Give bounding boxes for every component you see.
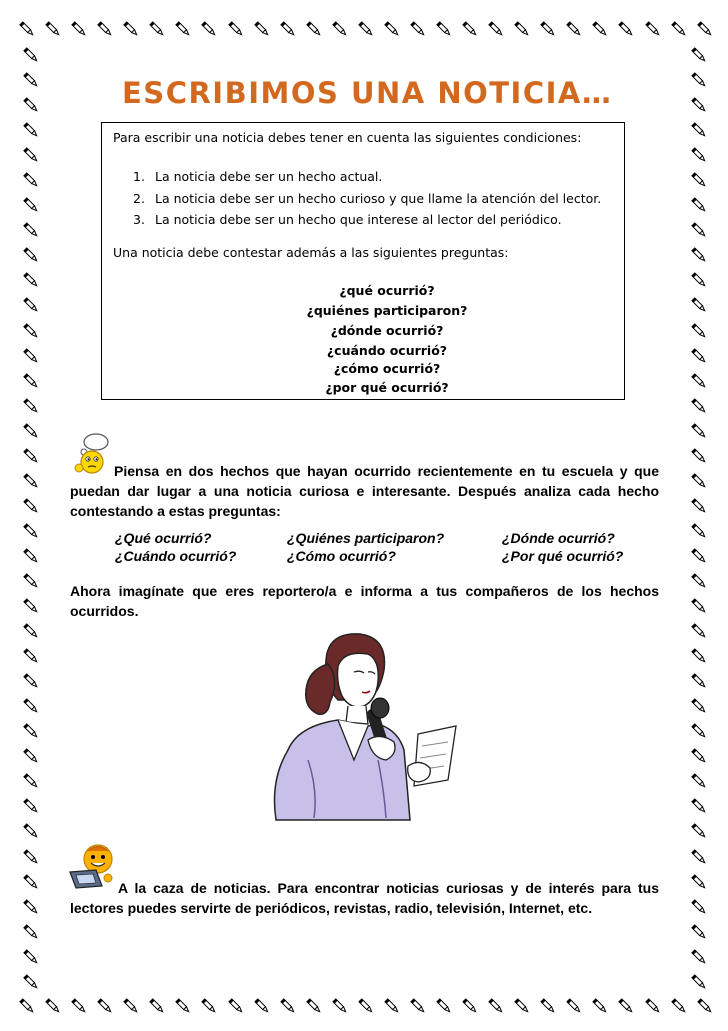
pencil-icon xyxy=(461,20,479,38)
pencil-icon xyxy=(18,20,36,38)
pencil-icon xyxy=(22,898,40,916)
pencil-icon xyxy=(690,923,708,941)
pencil-icon xyxy=(22,121,40,139)
pencil-icon xyxy=(22,722,40,740)
pencil-icon xyxy=(690,422,708,440)
pencil-icon xyxy=(539,997,557,1015)
question-how: ¿Cómo ocurrió? xyxy=(287,548,396,564)
pencil-icon xyxy=(22,848,40,866)
pencil-icon xyxy=(690,447,708,465)
pencil-icon xyxy=(22,347,40,365)
pencil-icon xyxy=(22,747,40,765)
pencil-icon xyxy=(690,697,708,715)
pencil-icon xyxy=(690,497,708,515)
pencil-icon xyxy=(22,822,40,840)
pencil-icon xyxy=(357,20,375,38)
pencil-icon xyxy=(690,121,708,139)
pencil-icon xyxy=(690,96,708,114)
pencil-icon xyxy=(435,997,453,1015)
pencil-icon xyxy=(22,547,40,565)
pencil-icon xyxy=(96,20,114,38)
right-pencil-border xyxy=(688,46,710,991)
pencil-icon xyxy=(690,572,708,590)
question-item: ¿quiénes participaron? xyxy=(306,303,468,318)
pencil-icon xyxy=(690,271,708,289)
pencil-icon xyxy=(690,822,708,840)
question-who: ¿Quiénes participaron? xyxy=(287,530,445,546)
condition-text: La noticia debe ser un hecho curioso y que llame la atención del lector. xyxy=(155,191,602,206)
conditions-intro: Para escribir una noticia debes tener en cuenta las siguientes condiciones: xyxy=(113,130,582,145)
pencil-icon xyxy=(435,20,453,38)
pencil-icon xyxy=(227,20,245,38)
conditions-box xyxy=(101,122,625,400)
pencil-icon xyxy=(690,647,708,665)
condition-text: La noticia debe ser un hecho que interese al lector del periódico. xyxy=(155,212,562,227)
pencil-icon xyxy=(22,246,40,264)
pencil-icon xyxy=(591,997,609,1015)
pencil-icon xyxy=(22,797,40,815)
pencil-icon xyxy=(70,20,88,38)
pencil-icon xyxy=(22,171,40,189)
pencil-icon xyxy=(409,20,427,38)
pencil-icon xyxy=(22,397,40,415)
condition-number: 1. xyxy=(133,169,145,184)
pencil-icon xyxy=(148,20,166,38)
pencil-icon xyxy=(22,322,40,340)
question-item: ¿cuándo ocurrió? xyxy=(326,343,448,358)
pencil-icon xyxy=(690,772,708,790)
pencil-icon xyxy=(696,997,714,1015)
pencil-icon xyxy=(565,997,583,1015)
pencil-icon xyxy=(200,20,218,38)
pencil-icon xyxy=(22,572,40,590)
question-item: ¿qué ocurrió? xyxy=(339,283,435,298)
pencil-icon xyxy=(22,271,40,289)
pencil-icon xyxy=(591,20,609,38)
activity2-text: A la caza de noticias. Para encontrar noticias curiosas y de interés para tus lectores puedes servirte de periódicos, revistas, radio, televisión, Internet, etc. xyxy=(70,880,659,916)
pencil-icon xyxy=(690,948,708,966)
pencil-icon xyxy=(22,948,40,966)
left-pencil-border xyxy=(20,46,42,991)
pencil-icon xyxy=(690,146,708,164)
pencil-icon xyxy=(148,997,166,1015)
condition-text: La noticia debe ser un hecho actual. xyxy=(155,169,383,184)
pencil-icon xyxy=(22,96,40,114)
page-title: ESCRIBIMOS UNA NOTICIA… xyxy=(122,76,613,110)
pencil-icon xyxy=(690,547,708,565)
pencil-icon xyxy=(22,221,40,239)
pencil-icon xyxy=(357,997,375,1015)
pencil-icon xyxy=(670,20,688,38)
pencil-icon xyxy=(690,622,708,640)
pencil-icon xyxy=(331,997,349,1015)
pencil-icon xyxy=(227,997,245,1015)
pencil-icon xyxy=(22,522,40,540)
pencil-icon xyxy=(487,997,505,1015)
pencil-icon xyxy=(690,46,708,64)
pencil-icon xyxy=(644,20,662,38)
question-what: ¿Qué ocurrió? xyxy=(115,530,212,546)
pencil-icon xyxy=(253,997,271,1015)
pencil-icon xyxy=(122,997,140,1015)
pencil-icon xyxy=(690,597,708,615)
question-where: ¿Dónde ocurrió? xyxy=(502,530,615,546)
pencil-icon xyxy=(617,20,635,38)
pencil-icon xyxy=(690,898,708,916)
pencil-icon xyxy=(200,997,218,1015)
pencil-icon xyxy=(22,71,40,89)
pencil-icon xyxy=(22,422,40,440)
pencil-icon xyxy=(690,672,708,690)
pencil-icon xyxy=(22,923,40,941)
pencil-icon xyxy=(22,146,40,164)
pencil-icon xyxy=(690,472,708,490)
pencil-icon xyxy=(690,522,708,540)
pencil-icon xyxy=(513,20,531,38)
condition-item xyxy=(133,169,382,184)
pencil-icon xyxy=(670,997,688,1015)
pencil-icon xyxy=(487,20,505,38)
pencil-icon xyxy=(253,20,271,38)
pencil-icon xyxy=(22,46,40,64)
pencil-icon xyxy=(22,472,40,490)
activity1-text: Piensa en dos hechos que hayan ocurrido recientemente en tu escuela y que puedan dar lugar a una noticia curiosa e interesante. Después analiza cada hecho contestando a estas preguntas: xyxy=(70,463,659,519)
pencil-icon xyxy=(96,997,114,1015)
pencil-icon xyxy=(513,997,531,1015)
pencil-icon xyxy=(279,20,297,38)
pencil-icon xyxy=(122,20,140,38)
question-when: ¿Cuándo ocurrió? xyxy=(115,548,237,564)
pencil-icon xyxy=(174,20,192,38)
pencil-icon xyxy=(70,997,88,1015)
pencil-icon xyxy=(22,372,40,390)
pencil-icon xyxy=(22,647,40,665)
condition-item xyxy=(133,212,562,227)
pencil-icon xyxy=(22,697,40,715)
pencil-icon xyxy=(565,20,583,38)
condition-number: 3. xyxy=(133,212,145,227)
pencil-icon xyxy=(690,797,708,815)
pencil-icon xyxy=(279,997,297,1015)
pencil-icon xyxy=(690,296,708,314)
questions-intro: Una noticia debe contestar además a las siguientes preguntas: xyxy=(113,245,509,260)
reporter-illustration xyxy=(268,630,463,830)
pencil-icon xyxy=(690,873,708,891)
pencil-icon xyxy=(690,722,708,740)
pencil-icon xyxy=(690,347,708,365)
pencil-icon xyxy=(690,221,708,239)
pencil-icon xyxy=(617,997,635,1015)
pencil-icon xyxy=(22,597,40,615)
pencil-icon xyxy=(305,20,323,38)
pencil-icon xyxy=(44,20,62,38)
pencil-icon xyxy=(690,848,708,866)
pencil-icon xyxy=(409,997,427,1015)
pencil-icon xyxy=(690,973,708,991)
condition-number: 2. xyxy=(133,191,145,206)
condition-item xyxy=(133,191,601,206)
pencil-icon xyxy=(44,997,62,1015)
pencil-icon xyxy=(18,997,36,1015)
pencil-icon xyxy=(696,20,714,38)
pencil-icon xyxy=(22,973,40,991)
pencil-icon xyxy=(690,747,708,765)
activity1-closing: Ahora imagínate que eres reportero/a e informa a tus compañeros de los hechos ocurridos. xyxy=(70,583,659,619)
pencil-icon xyxy=(22,447,40,465)
pencil-icon xyxy=(539,20,557,38)
pencil-icon xyxy=(22,497,40,515)
pencil-icon xyxy=(174,997,192,1015)
pencil-icon xyxy=(305,997,323,1015)
pencil-icon xyxy=(22,196,40,214)
pencil-icon xyxy=(22,672,40,690)
pencil-icon xyxy=(22,772,40,790)
top-pencil-border xyxy=(18,18,714,40)
pencil-icon xyxy=(644,997,662,1015)
question-why: ¿Por qué ocurrió? xyxy=(502,548,624,564)
pencil-icon xyxy=(22,873,40,891)
pencil-icon xyxy=(690,71,708,89)
pencil-icon xyxy=(383,997,401,1015)
pencil-icon xyxy=(383,20,401,38)
pencil-icon xyxy=(22,622,40,640)
pencil-icon xyxy=(690,196,708,214)
pencil-icon xyxy=(690,246,708,264)
pencil-icon xyxy=(461,997,479,1015)
pencil-icon xyxy=(690,397,708,415)
pencil-icon xyxy=(690,171,708,189)
pencil-icon xyxy=(690,322,708,340)
question-item: ¿cómo ocurrió? xyxy=(333,361,441,376)
pencil-icon xyxy=(331,20,349,38)
question-item: ¿dónde ocurrió? xyxy=(330,323,444,338)
pencil-icon xyxy=(690,372,708,390)
question-item: ¿por qué ocurrió? xyxy=(325,380,449,395)
bottom-pencil-border xyxy=(18,995,714,1017)
pencil-icon xyxy=(22,296,40,314)
